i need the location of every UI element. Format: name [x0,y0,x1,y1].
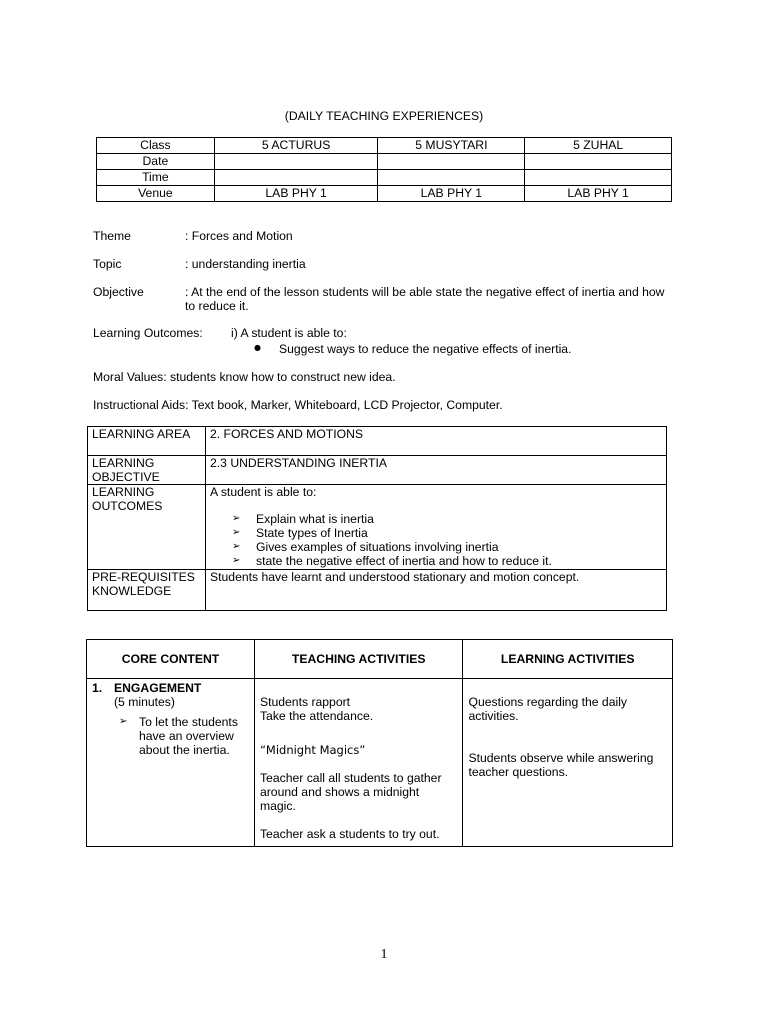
teaching-line: Teacher ask a students to try out. [259,827,440,841]
table-cell [378,154,525,170]
outcomes-intro: i) A student is able to: [231,326,347,340]
topic-label: Topic [93,257,122,271]
table-row [88,427,667,456]
column-header: TEACHING ACTIVITIES [254,640,463,679]
table-row [97,154,672,170]
table-cell: LAB PHY 1 [214,186,378,202]
list-item: ➢ state the negative effect of inertia and how to reduce it. [210,554,662,568]
instructional-aids: Instructional Aids: Text book, Marker, Whiteboard, LCD Projector, Computer. [93,398,503,412]
table-row [97,170,672,186]
engagement-title: ENGAGEMENT [114,681,202,695]
table-cell: LAB PHY 1 [378,186,525,202]
engagement-bullet [92,715,239,757]
objective-label: Objective [93,285,144,299]
objective-value: : At the end of the lesson students will be able state the negative effect of inertia and how to reduce it. [185,285,665,313]
column-header: LEARNING ACTIVITIES [463,640,673,679]
bullet-icon: ● [254,343,261,352]
learning-area-label: LEARNING AREA [88,427,206,456]
teaching-line: “Midnight Magics” [259,743,366,757]
topic-value: : understanding inertia [185,257,306,271]
page-number: 1 [380,947,388,962]
table-cell [525,154,672,170]
list-item: ➢ Gives examples of situations involving inertia [210,540,662,554]
table-cell: 5 ZUHAL [525,138,672,154]
table-cell: Date [97,154,215,170]
arrow-bullet-icon: ➢ [119,716,128,727]
table-cell: LAB PHY 1 [525,186,672,202]
teaching-line: Teacher call all students to gather around and shows a midnight magic. [259,771,442,813]
table-row [88,456,667,485]
page-title: (DAILY TEACHING EXPERIENCES) [284,109,484,123]
learning-objective-value: 2.3 UNDERSTANDING INERTIA [206,456,667,485]
table-cell: Class [97,138,215,154]
core-content-cell [87,679,255,847]
table-cell [525,170,672,186]
teaching-line: Take the attendance. [259,709,374,723]
list-item: ➢ State types of Inertia [210,526,662,540]
learning-outcomes-cell [206,485,667,570]
list-item: ➢ Explain what is inertia [210,512,662,526]
learning-outcomes-list [210,512,662,568]
table-cell [214,154,378,170]
learning-line: Questions regarding the daily activities. [468,695,628,723]
outcomes-bullet-text: Suggest ways to reduce the negative effects of inertia. [279,342,572,356]
table-cell [214,170,378,186]
learning-line: Students observe while answering teacher questions. [468,751,654,779]
learning-area-table [87,426,667,611]
engagement-bullet-text: To let the students have an overview about the inertia. [139,715,238,757]
learning-activities-cell [463,679,673,847]
table-cell [378,170,525,186]
table-header-row [87,640,673,679]
learning-area-value: 2. FORCES AND MOTIONS [206,427,667,456]
moral-values: Moral Values: students know how to construct new idea. [93,370,396,384]
lesson-plan-table [86,639,673,847]
table-cell: 5 MUSYTARI [378,138,525,154]
table-row [88,570,667,611]
column-header: CORE CONTENT [87,640,255,679]
table-row [97,138,672,154]
learning-objective-label: LEARNING OBJECTIVE [88,456,206,485]
table-cell: Venue [97,186,215,202]
table-cell: 5 ACTURUS [214,138,378,154]
prerequisites-label: PRE-REQUISITES KNOWLEDGE [88,570,206,611]
table-row [88,485,667,570]
theme-label: Theme [93,229,131,243]
engagement-number: 1. [92,681,103,695]
table-row [97,186,672,202]
prerequisites-value: Students have learnt and understood stationary and motion concept. [206,570,667,611]
teaching-line: Students rapport [259,695,351,709]
learning-outcomes-intro: A student is able to: [210,485,317,499]
engagement-heading [92,681,249,695]
class-schedule-table [96,137,672,202]
learning-outcomes-label: LEARNING OUTCOMES [88,485,206,570]
table-cell: Time [97,170,215,186]
outcomes-label: Learning Outcomes: [93,326,203,340]
table-row [87,679,673,847]
engagement-duration: (5 minutes) [114,695,175,709]
teaching-activities-cell [254,679,463,847]
theme-value: : Forces and Motion [185,229,293,243]
